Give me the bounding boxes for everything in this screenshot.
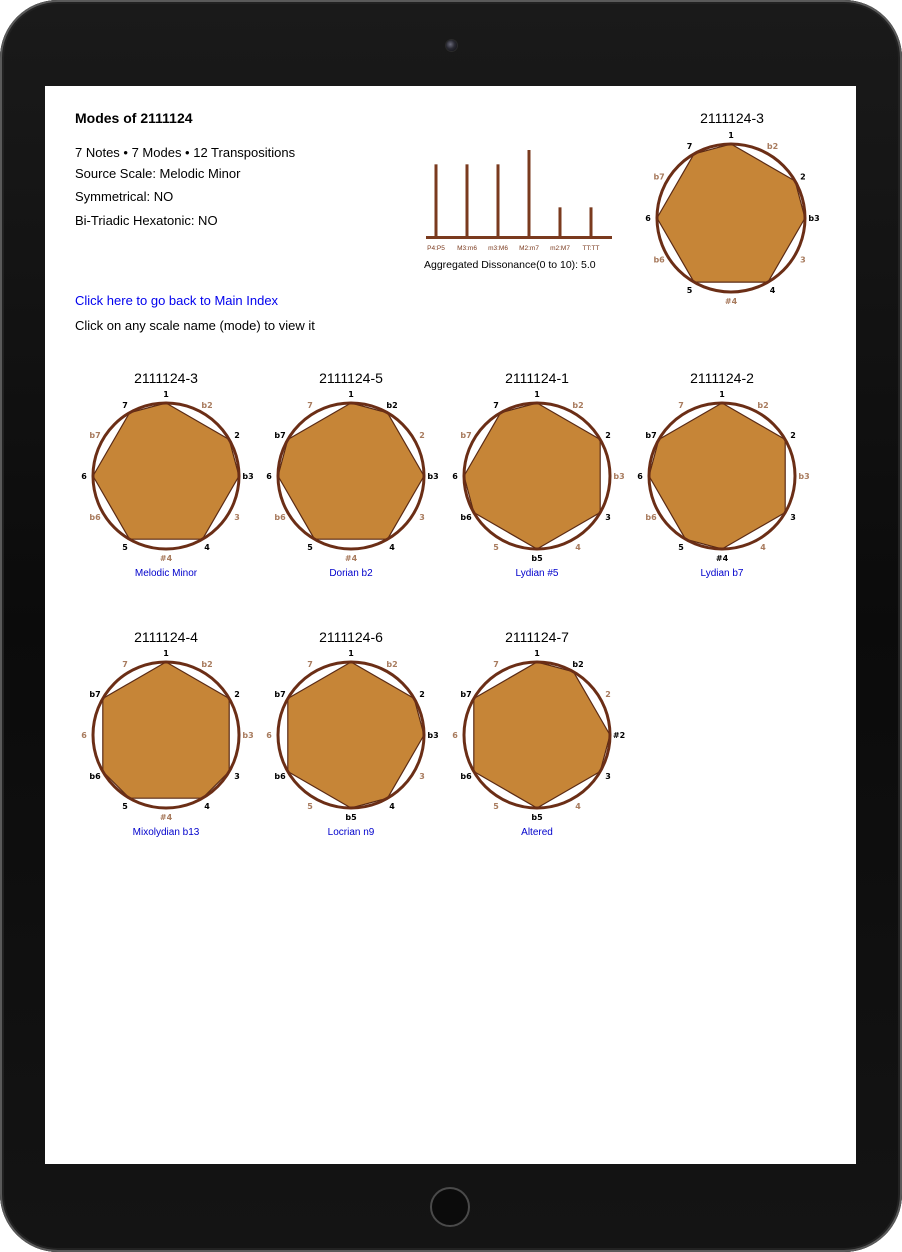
home-button[interactable] [430,1187,470,1227]
interval-label: 1 [163,390,169,399]
interval-label: b7 [274,431,286,440]
mode-name-link[interactable]: Dorian b2 [329,568,373,579]
mode-title: 2111124-6 [319,629,383,645]
interval-label: b7 [460,690,472,699]
interval-label: 1 [348,649,354,658]
interval-label: 2 [234,431,240,440]
interval-label: b6 [89,772,101,781]
interval-label: b3 [613,472,625,481]
interval-label: 3 [419,513,425,522]
interval-label: 7 [122,660,128,669]
interval-label: 4 [760,543,766,552]
interval-label: 6 [81,731,87,740]
interval-label: b6 [89,513,101,522]
interval-label: b5 [531,813,543,822]
dissonance-tick-label: m2:M7 [550,245,570,252]
interval-label: b2 [766,142,779,152]
interval-label: b2 [201,401,213,410]
interval-label: 3 [419,772,425,781]
camera-icon [446,40,457,51]
interval-label: b3 [242,472,254,481]
interval-label: b3 [798,472,810,481]
back-to-main-index-link[interactable]: Click here to go back to Main Index [75,293,279,308]
interval-label: 2 [605,690,611,699]
interval-label: 5 [122,802,128,811]
featured-scale-circle [642,108,822,318]
interval-label: 5 [307,543,313,552]
interval-label: b7 [274,690,286,699]
interval-label: b2 [201,660,213,669]
featured-mode-title: 2111124-3 [700,110,764,126]
mode-scale-circle [76,368,256,568]
mode-scale-circle [261,368,441,568]
mode-scale-circle [447,627,627,827]
interval-label: 6 [266,472,272,481]
interval-label: b7 [89,690,101,699]
interval-label: 4 [389,802,395,811]
interval-label: 6 [637,472,643,481]
interval-label: b6 [645,513,657,522]
instruction-text: Click on any scale name (mode) to view it [75,318,315,333]
interval-label: #2 [612,731,626,740]
interval-label: #4 [724,297,738,306]
interval-label: 7 [307,401,313,410]
dissonance-caption: Aggregated Dissonance(0 to 10): 5.0 [424,259,596,271]
interval-label: b6 [274,513,286,522]
interval-label: 5 [122,543,128,552]
mode-title: 2111124-4 [134,629,198,645]
interval-label: #4 [344,554,358,563]
interval-label: b6 [653,255,665,265]
interval-label: 2 [419,431,425,440]
interval-label: 1 [719,390,725,399]
interval-label: 2 [419,690,425,699]
dissonance-bar-m3-m6 [497,164,500,236]
symmetrical-status: Symmetrical: NO [75,189,174,204]
interval-label: 1 [534,649,540,658]
mode-name-link[interactable]: Altered [521,827,553,838]
interval-label: 7 [678,401,684,410]
interval-label: 1 [728,131,734,140]
interval-label: 5 [493,802,499,811]
interval-label: b3 [242,731,254,740]
dissonance-bar-m2-m7 [559,207,562,236]
interval-label: 3 [605,772,611,781]
mode-scale-circle [261,627,441,827]
mode-title: 2111124-7 [505,629,569,645]
mode-card [76,368,256,588]
interval-label: 3 [790,513,796,522]
featured-mode-diagram [642,108,822,328]
interval-label: b5 [345,813,357,822]
interval-label: 2 [605,431,611,440]
interval-label: 6 [266,731,272,740]
interval-label: b7 [89,431,101,440]
mode-name-link[interactable]: Melodic Minor [134,568,198,579]
interval-label: 7 [493,660,499,669]
mode-name-link[interactable]: Lydian b7 [700,568,744,579]
interval-label: 5 [307,802,313,811]
mode-card [447,627,627,847]
interval-label: b7 [653,172,665,182]
mode-card [76,627,256,847]
interval-label: b2 [386,660,398,669]
source-scale: Source Scale: Melodic Minor [75,166,241,181]
interval-label: #4 [715,554,729,563]
interval-label: 1 [348,390,354,399]
interval-label: b7 [460,431,472,440]
dissonance-tick-label: TT:TT [582,245,600,252]
mode-title: 2111124-2 [690,370,754,386]
interval-label: 6 [452,731,458,740]
mode-card [261,627,441,847]
dissonance-tick-label: M3:m6 [457,245,477,252]
interval-label: #4 [159,813,173,822]
interval-label: 2 [800,172,806,182]
dissonance-tick-label: M2:m7 [519,245,539,252]
dissonance-bar-m3-m6 [466,164,469,236]
interval-label: 5 [678,543,684,552]
dissonance-tick-label: P4:P5 [427,245,445,252]
interval-label: b3 [427,731,439,740]
mode-title: 2111124-1 [505,370,569,386]
interval-label: 4 [204,802,210,811]
interval-label: 4 [575,543,581,552]
interval-label: 7 [122,401,128,410]
mode-name-link[interactable]: Locrian n9 [327,827,375,838]
interval-label: 5 [686,285,693,295]
mode-name-link[interactable]: Lydian #5 [515,568,559,579]
interval-label: 6 [452,472,458,481]
interval-label: 6 [645,214,651,223]
interval-label: b2 [572,660,584,669]
interval-label: b2 [572,401,584,410]
dissonance-bar-m2-m7 [528,150,531,236]
interval-label: 3 [234,772,240,781]
interval-label: b2 [386,401,398,410]
dissonance-tick-label: m3:M6 [488,245,508,252]
interval-label: b3 [808,214,820,223]
interval-label: 6 [81,472,87,481]
interval-label: 3 [234,513,240,522]
interval-label: 3 [800,255,806,265]
mode-scale-circle [447,368,627,568]
notes-modes-transpositions: 7 Notes • 7 Modes • 12 Transpositions [75,145,296,160]
dissonance-bar-tt-tt [590,207,593,236]
dissonance-axis [426,236,612,239]
dissonance-bar-p4-p5 [435,164,438,236]
interval-label: #4 [159,554,173,563]
mode-title: 2111124-3 [134,370,198,386]
mode-card [261,368,441,588]
interval-label: b7 [645,431,657,440]
dissonance-bar-chart [420,142,620,274]
mode-card [447,368,627,588]
bi-triadic-hexatonic-status: Bi-Triadic Hexatonic: NO [75,213,218,228]
screen [45,86,856,1164]
mode-card [632,368,812,588]
interval-label: 2 [790,431,796,440]
interval-label: b3 [427,472,439,481]
interval-label: b6 [460,513,472,522]
interval-label: b6 [274,772,286,781]
interval-label: 1 [163,649,169,658]
mode-title: 2111124-5 [319,370,383,386]
interval-label: b2 [757,401,769,410]
page-title: Modes of 2111124 [75,110,193,126]
interval-label: b6 [460,772,472,781]
interval-label: 7 [493,401,499,410]
interval-label: 4 [204,543,210,552]
mode-scale-circle [632,368,812,568]
interval-label: 7 [686,142,693,152]
interval-label: b5 [531,554,543,563]
interval-label: 2 [234,690,240,699]
interval-label: 4 [389,543,395,552]
mode-scale-circle [76,627,256,827]
interval-label: 5 [493,543,499,552]
scale-polygon [103,662,229,798]
interval-label: 4 [575,802,581,811]
mode-name-link[interactable]: Mixolydian b13 [132,827,200,838]
interval-label: 3 [605,513,611,522]
interval-label: 4 [769,285,776,295]
interval-label: 7 [307,660,313,669]
interval-label: 1 [534,390,540,399]
